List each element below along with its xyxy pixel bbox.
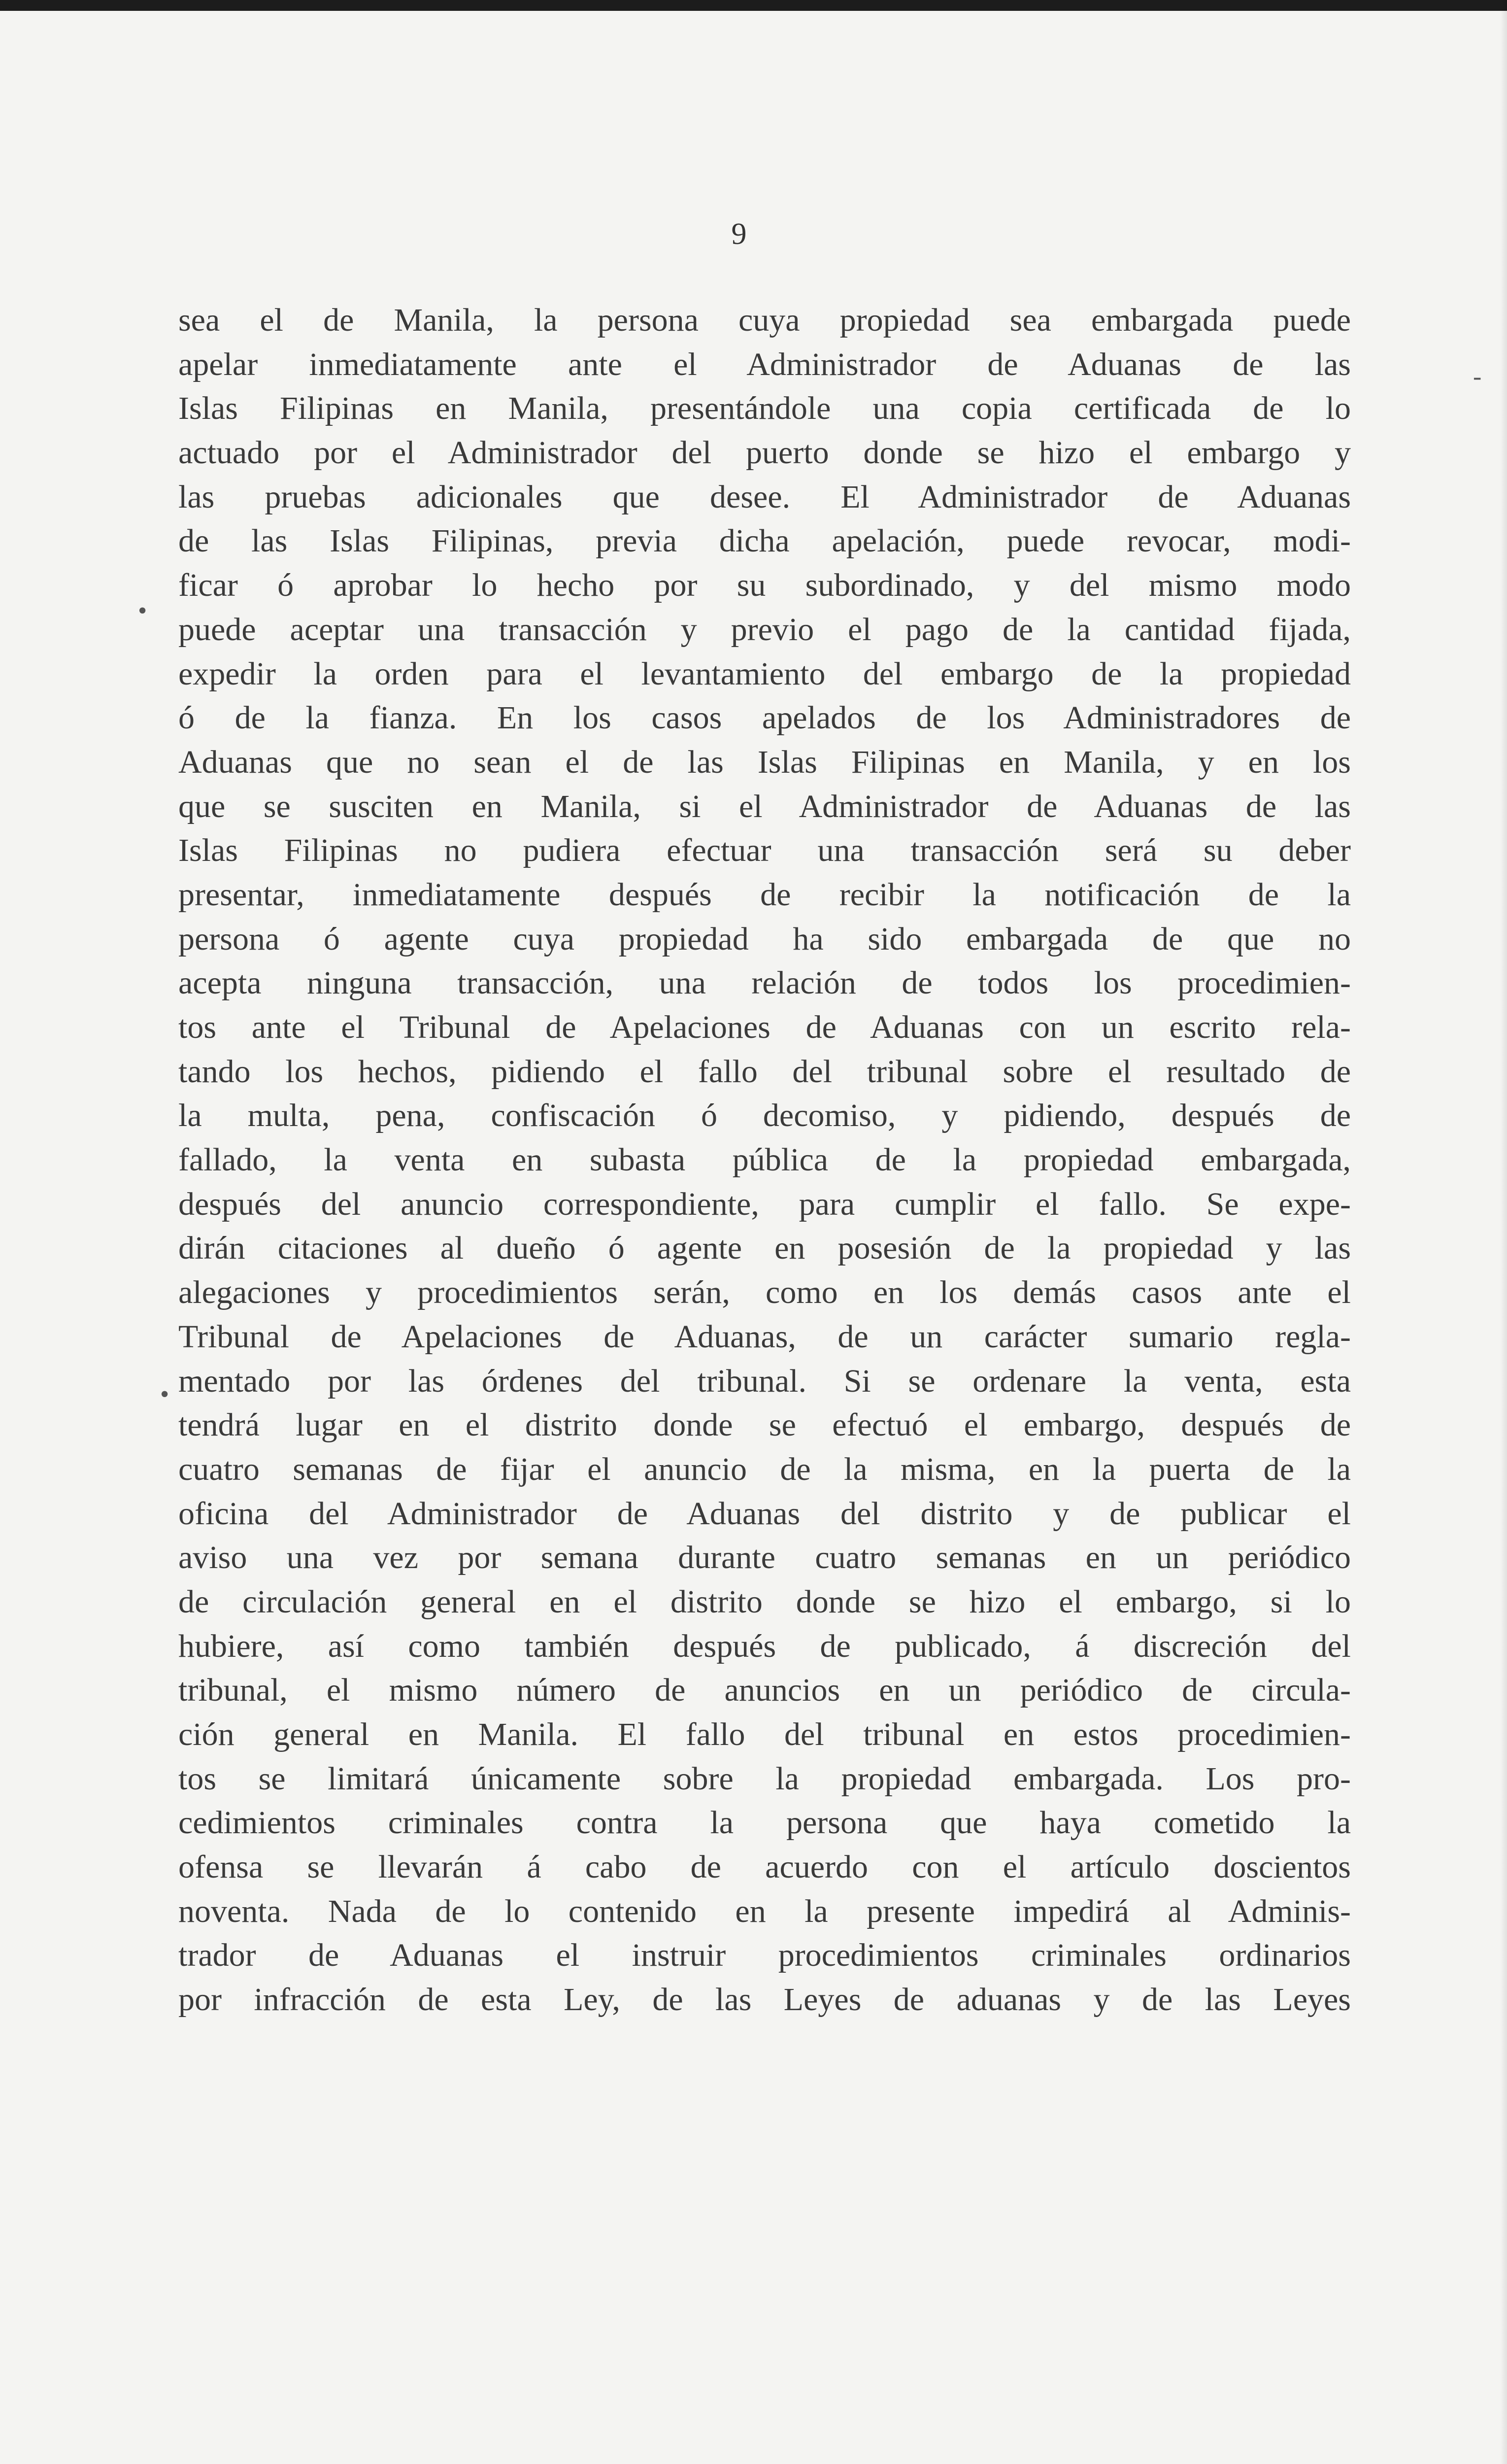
text-line: apelar inmediatamente ante el Administrador de Aduanas de las bbox=[178, 346, 1351, 382]
text-line: por infracción de esta Ley, de las Leyes de aduanas y de las Leyes bbox=[178, 1982, 1351, 2018]
text-line: dirán citaciones al dueño ó agente en posesión de la propiedad y las bbox=[178, 1230, 1351, 1266]
text-line: Islas Filipinas no pudiera efectuar una transacción será su deber bbox=[178, 832, 1351, 869]
text-line: tando los hechos, pidiendo el fallo del tribunal sobre el resultado de bbox=[178, 1053, 1351, 1090]
text-line: oficina del Administrador de Aduanas del distrito y de publicar el bbox=[178, 1495, 1351, 1532]
text-line: la multa, pena, confiscación ó decomiso, y pidiendo, después de bbox=[178, 1097, 1351, 1134]
text-line: cedimientos criminales contra la persona que haya cometido la bbox=[178, 1805, 1351, 1841]
margin-mark: • bbox=[160, 1380, 169, 1408]
text-line: noventa. Nada de lo contenido en la presente impedirá al Adminis- bbox=[178, 1893, 1351, 1929]
text-line: actuado por el Administrador del puerto donde se hizo el embargo y bbox=[178, 435, 1351, 471]
text-line: de las Islas Filipinas, previa dicha apelación, puede revocar, modi- bbox=[178, 523, 1351, 559]
text-line: Tribunal de Apelaciones de Aduanas, de un carácter sumario regla- bbox=[178, 1318, 1351, 1355]
text-line: aviso una vez por semana durante cuatro semanas en un periódico bbox=[178, 1540, 1351, 1576]
text-line: expedir la orden para el levantamiento del embargo de la propiedad bbox=[178, 655, 1351, 692]
body-text bbox=[178, 298, 1351, 2022]
text-line: ó de la fianza. En los casos apelados de los Administradores de bbox=[178, 700, 1351, 736]
text-line: ofensa se llevarán á cabo de acuerdo con el artículo doscientos bbox=[178, 1849, 1351, 1885]
margin-mark: - bbox=[1473, 363, 1482, 391]
text-line: trador de Aduanas el instruir procedimientos criminales ordinarios bbox=[178, 1937, 1351, 1974]
text-line: alegaciones y procedimientos serán, como en los demás casos ante el bbox=[178, 1274, 1351, 1311]
text-line: ción general en Manila. El fallo del tribunal en estos procedimien- bbox=[178, 1716, 1351, 1752]
text-line: ficar ó aprobar lo hecho por su subordinado, y del mismo modo bbox=[178, 567, 1351, 604]
text-line: tribunal, el mismo número de anuncios en un periódico de circula- bbox=[178, 1672, 1351, 1709]
text-line: tendrá lugar en el distrito donde se efectuó el embargo, después de bbox=[178, 1407, 1351, 1443]
text-line: después del anuncio correspondiente, para cumplir el fallo. Se expe- bbox=[178, 1186, 1351, 1222]
text-line: Islas Filipinas en Manila, presentándole una copia certificada de lo bbox=[178, 390, 1351, 427]
text-line: cuatro semanas de fijar el anuncio de la misma, en la puerta de la bbox=[178, 1451, 1351, 1487]
text-line: tos ante el Tribunal de Apelaciones de Aduanas con un escrito rela- bbox=[178, 1009, 1351, 1045]
text-line: las pruebas adicionales que desee. El Administrador de Aduanas bbox=[178, 479, 1351, 515]
margin-mark: • bbox=[138, 597, 147, 625]
text-line: persona ó agente cuya propiedad ha sido embargada de que no bbox=[178, 921, 1351, 957]
scan-top-border bbox=[0, 0, 1507, 11]
text-line: que se susciten en Manila, si el Administrador de Aduanas de las bbox=[178, 788, 1351, 824]
text-line: sea el de Manila, la persona cuya propiedad sea embargada puede bbox=[178, 302, 1351, 338]
text-line: hubiere, así como también después de publicado, á discreción del bbox=[178, 1628, 1351, 1664]
text-line: fallado, la venta en subasta pública de la propiedad embargada, bbox=[178, 1142, 1351, 1178]
page-edge-shadow bbox=[1500, 0, 1507, 2464]
page-number: 9 bbox=[731, 217, 747, 251]
text-line: de circulación general en el distrito donde se hizo el embargo, si lo bbox=[178, 1583, 1351, 1620]
text-line: presentar, inmediatamente después de recibir la notificación de la bbox=[178, 876, 1351, 913]
text-line: puede aceptar una transacción y previo el pago de la cantidad fijada, bbox=[178, 611, 1351, 648]
text-line: tos se limitará únicamente sobre la propiedad embargada. Los pro- bbox=[178, 1760, 1351, 1797]
text-line: Aduanas que no sean el de las Islas Filipinas en Manila, y en los bbox=[178, 744, 1351, 780]
text-line: mentado por las órdenes del tribunal. Si se ordenare la venta, esta bbox=[178, 1363, 1351, 1399]
text-line: acepta ninguna transacción, una relación de todos los procedimien- bbox=[178, 965, 1351, 1001]
